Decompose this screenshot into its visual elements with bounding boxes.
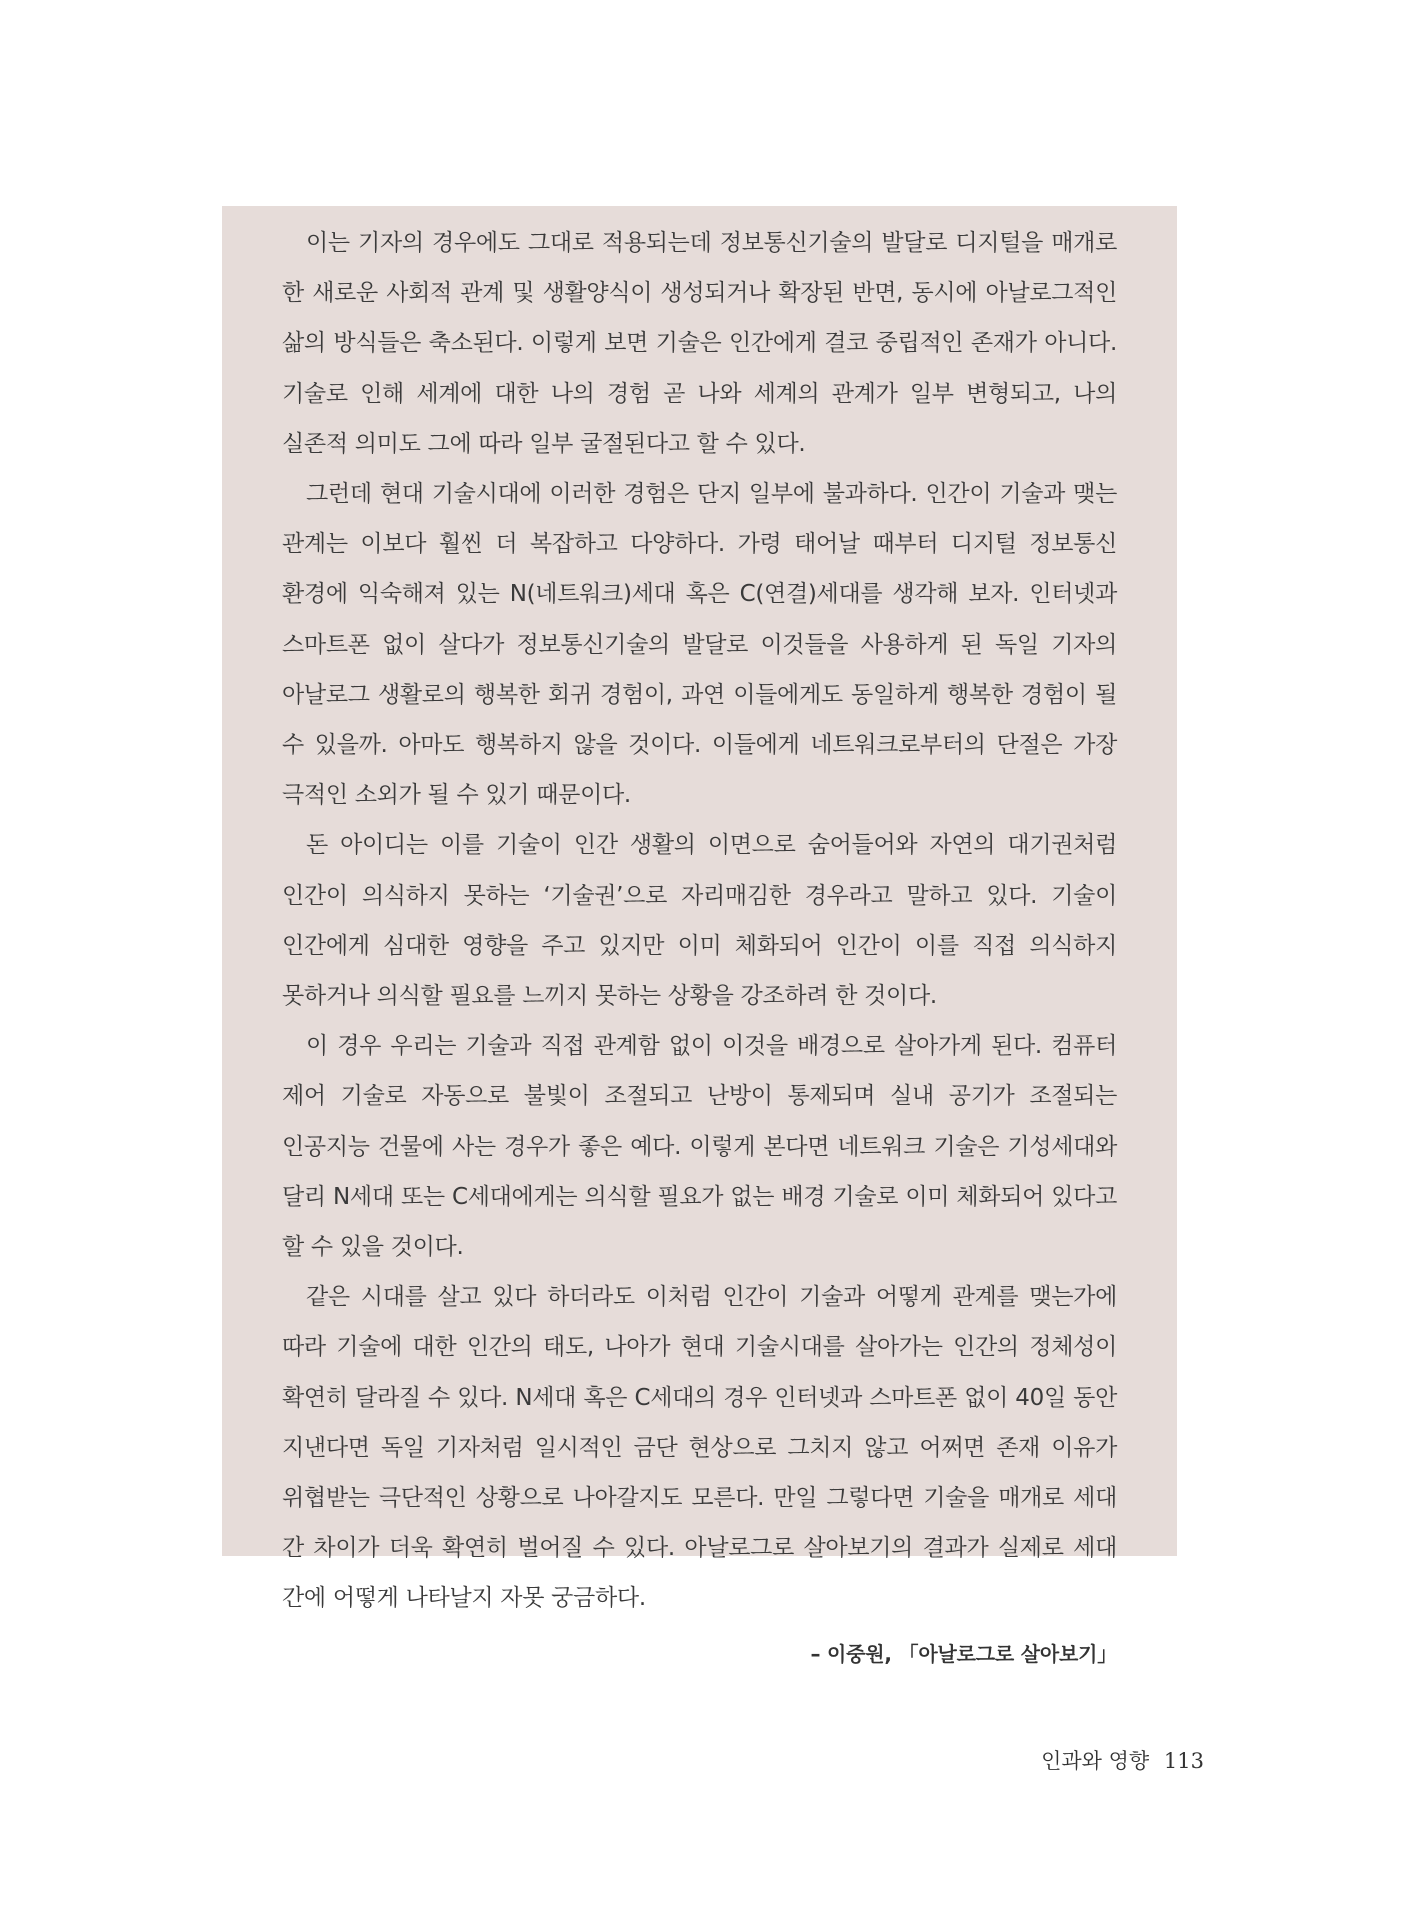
passage-paragraph-2: 그런데 현대 기술시대에 이러한 경험은 단지 일부에 불과하다. 인간이 기술과 맺는 관계는 이보다 훨씬 더 복잡하고 다양하다. 가령 태어날 때부터 디지털 정보통신 환경에 익숙해져 있는 N(네트워크)세대 혹은 C(연결)세대를 생각해 보자. 인터넷과 스마트폰 없이 살다가 정보통신기술의 발달로 이것들을 사용하게 된 독일 기자의 아날로그 생활로의 행복한 회귀 경험이, 과연 이들에게도 동일하게 행복한 경험이 될 수 있을까. 아마도 행복하지 않을 것이다. 이들에게 네트워크로부터의 단절은 가장 극적인 소외가 될 수 있기 때문이다. [282, 481, 1117, 809]
passage-paragraph-1: 이는 기자의 경우에도 그대로 적용되는데 정보통신기술의 발달로 디지털을 매개로 한 새로운 사회적 관계 및 생활양식이 생성되거나 확장된 반면, 동시에 아날로그적인 삶의 방식들은 축소된다. 이렇게 보면 기술은 인간에게 결코 중립적인 존재가 아니다. 기술로 인해 세계에 대한 나의 경험 곧 나와 세계의 관계가 일부 변형되고, 나의 실존적 의미도 그에 따라 일부 굴절된다고 할 수 있다. [282, 230, 1117, 457]
passage-paragraph-4: 이 경우 우리는 기술과 직접 관계함 없이 이것을 배경으로 살아가게 된다. 컴퓨터 제어 기술로 자동으로 불빛이 조절되고 난방이 통제되며 실내 공기가 조절되는 인공지능 건물에 사는 경우가 좋은 예다. 이렇게 본다면 네트워크 기술은 기성세대와 달리 N세대 또는 C세대에게는 의식할 필요가 없는 배경 기술로 이미 체화되어 있다고 할 수 있을 것이다. [282, 1033, 1117, 1261]
page-footer [1041, 1745, 1204, 1775]
passage-paragraph-3: 돈 아이디는 이를 기술이 인간 생활의 이면으로 숨어들어와 자연의 대기권처럼 인간이 의식하지 못하는 ‘기술권’으로 자리매김한 경우라고 말하고 있다. 기술이 인간에게 심대한 영향을 주고 있지만 이미 체화되어 인간이 이를 직접 의식하지 못하거나 의식할 필요를 느끼지 못하는 상황을 강조하려 한 것이다. [282, 832, 1117, 1010]
passage-citation: – 이중원, 「아날로그로 살아보기」 [810, 1641, 1117, 1666]
footer-section-title: 인과와 영향 [1041, 1749, 1150, 1773]
reading-passage-box [222, 206, 1177, 1666]
passage-paragraph-5: 같은 시대를 살고 있다 하더라도 이처럼 인간이 기술과 어떻게 관계를 맺는가에 따라 기술에 대한 인간의 태도, 나아가 현대 기술시대를 살아가는 인간의 정체성이 확연히 달라질 수 있다. N세대 혹은 C세대의 경우 인터넷과 스마트폰 없이 40일 동안 지낸다면 독일 기자처럼 일시적인 금단 현상으로 그치지 않고 어쩌면 존재 이유가 위협받는 극단적인 상황으로 나아갈지도 모른다. 만일 그렇다면 기술을 매개로 세대 간 차이가 더욱 확연히 벌어질 수 있다. 아날로그로 살아보기의 결과가 실제로 세대 간에 어떻게 나타날지 자못 궁금하다. [282, 1284, 1117, 1612]
page-number: 113 [1163, 1749, 1204, 1773]
